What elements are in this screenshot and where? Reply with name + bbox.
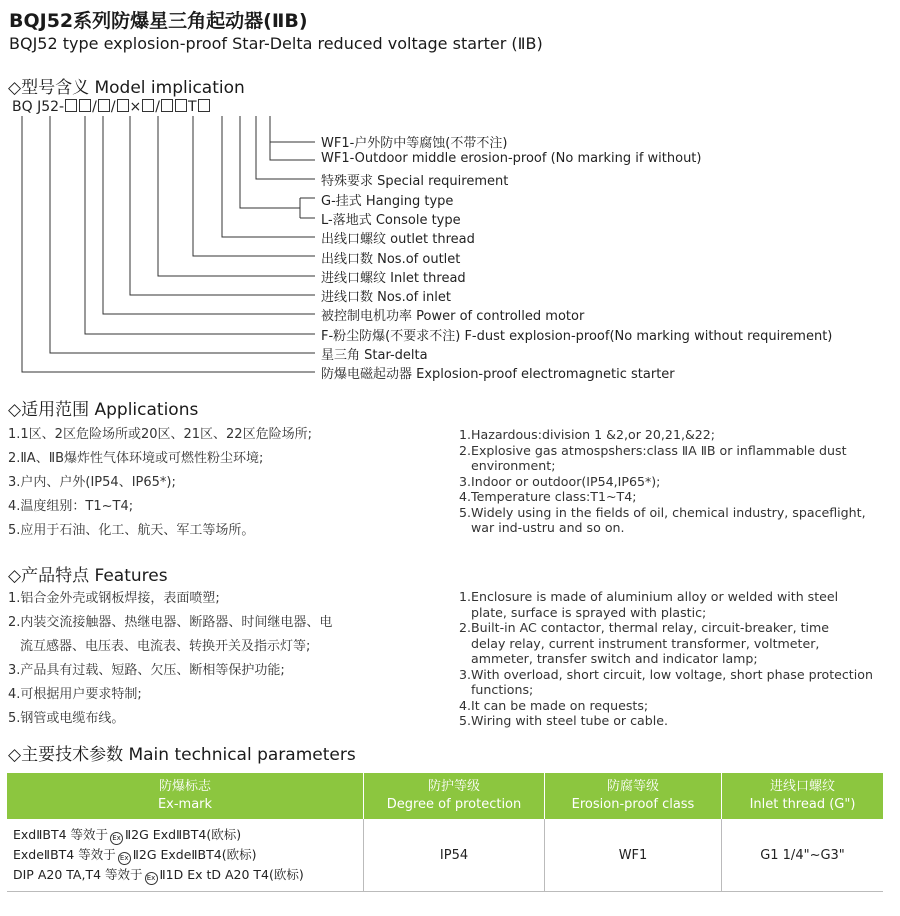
code-part-bq: BQ bbox=[12, 99, 33, 115]
model-line-inlet-thread: 进线口螺纹 Inlet thread bbox=[321, 271, 466, 286]
code-slash: / bbox=[92, 99, 97, 115]
model-line-inlet-nos: 进线口数 Nos.of inlet bbox=[321, 290, 451, 305]
list-item: 1.Hazardous:division 1 &2,or 20,21,&22; bbox=[459, 427, 716, 442]
model-line-power: 被控制电机功率 Power of controlled motor bbox=[321, 309, 585, 324]
list-item: 1.铝合金外壳或钢板焊接，表面喷塑; bbox=[8, 591, 220, 606]
ex-mark-line: DIP A20 TA,T4 等效于 Ex Ⅱ1D Ex tD A20 T4(欧标) bbox=[13, 865, 357, 885]
list-item: 1.1区、2区危险场所或20区、21区、22区危险场所; bbox=[8, 427, 312, 442]
ex-mark-line: ExdⅡBT4 等效于 Ex Ⅱ2G ExdⅡBT4(欧标) bbox=[13, 825, 357, 845]
table-row bbox=[7, 819, 883, 892]
section-heading-params: ◇主要技术参数 Main technical parameters bbox=[8, 745, 356, 765]
ex-symbol-icon: Ex bbox=[110, 832, 123, 845]
header-protection: 防护等级 Degree of protection bbox=[364, 773, 545, 819]
model-line-console: L-落地式 Console type bbox=[321, 213, 461, 228]
page-title: BQJ52系列防爆星三角起动器(ⅡB) bbox=[9, 10, 308, 32]
model-line-outlet-thread: 出线口螺纹 outlet thread bbox=[321, 232, 475, 247]
list-item: 2.内装交流接触器、热继电器、断路器、时间继电器、电 bbox=[8, 615, 333, 630]
list-item: 2.ⅡA、ⅡB爆炸性气体环境或可燃性粉尘环境; bbox=[8, 451, 264, 466]
list-item: 3.户内、户外(IP54、IP65*); bbox=[8, 475, 176, 490]
model-line-hanging: G-挂式 Hanging type bbox=[321, 194, 454, 209]
list-item: 3.产品具有过载、短路、欠压、断相等保护功能; bbox=[8, 663, 285, 678]
list-item: 5.Widely using in the fields of oil, chemical industry, spaceflight, bbox=[459, 504, 866, 520]
code-dash: - bbox=[59, 99, 65, 115]
list-item: 5.钢管或电缆布线。 bbox=[8, 711, 125, 726]
applications-en-list bbox=[459, 427, 866, 536]
list-item: 4.可根据用户要求特制; bbox=[8, 687, 142, 702]
model-line-dust: F-粉尘防爆(不要求不注) F-dust explosion-proof(No marking without requirement) bbox=[321, 329, 833, 344]
list-item: 3.Indoor or outdoor(IP54,IP65*); bbox=[459, 473, 661, 489]
list-item: 3.With overload, short circuit, low voltage, short phase protection bbox=[459, 666, 873, 682]
cell-ex-marks bbox=[7, 819, 364, 892]
section-heading-features: ◇产品特点 Features bbox=[8, 566, 168, 586]
ex-symbol-icon: Ex bbox=[145, 872, 158, 885]
model-line-wf1-cn: WF1-户外防中等腐蚀(不带不注) bbox=[321, 136, 508, 151]
list-item: ammeter, transfer switch and indicator lamp; bbox=[471, 651, 758, 666]
features-en-list bbox=[459, 589, 873, 729]
page-subtitle: BQJ52 type explosion-proof Star-Delta reduced voltage starter (ⅡB) bbox=[9, 34, 543, 53]
list-item: 1.Enclosure is made of aluminium alloy or welded with steel bbox=[459, 589, 839, 604]
section-heading-applications: ◇适用范围 Applications bbox=[8, 400, 199, 420]
list-item: 2.Built-in AC contactor, thermal relay, circuit-breaker, time bbox=[459, 620, 830, 635]
list-item: 5.Wiring with steel tube or cable. bbox=[459, 713, 669, 728]
list-item: 5.应用于石油、化工、航天、军工等场所。 bbox=[8, 523, 255, 538]
list-item: 2.Explosive gas atmospshers:class ⅡA ⅡB or inflammable dust bbox=[459, 442, 847, 458]
list-item: 流互感器、电压表、电流表、转换开关及指示灯等; bbox=[20, 639, 311, 654]
section-heading-model: ◇型号含义 Model implication bbox=[8, 78, 245, 98]
header-ex-mark: 防爆标志 Ex-mark bbox=[7, 773, 364, 819]
list-item: environment; bbox=[471, 458, 556, 473]
code-times: × bbox=[129, 99, 142, 115]
applications-cn-list bbox=[8, 423, 312, 543]
header-inlet-thread: 进线口螺纹 Inlet thread (G") bbox=[722, 773, 884, 819]
list-item: plate, surface is sprayed with plastic; bbox=[471, 604, 707, 620]
list-item: 4.温度组别：T1~T4; bbox=[8, 499, 134, 514]
list-item: 4.Temperature class:T1~T4; bbox=[459, 489, 637, 504]
params-table bbox=[7, 773, 883, 892]
model-line-outlet-nos: 出线口数 Nos.of outlet bbox=[321, 252, 461, 267]
list-item: 4.It can be made on requests; bbox=[459, 697, 649, 713]
code-slash: / bbox=[155, 99, 160, 115]
code-slash: / bbox=[110, 99, 116, 115]
ex-symbol-icon: Ex bbox=[118, 852, 131, 865]
list-item: functions; bbox=[471, 682, 534, 697]
list-item: delay relay, current instrument transformer, voltmeter, bbox=[471, 635, 820, 651]
model-line-star-delta: 星三角 Star-delta bbox=[321, 348, 428, 363]
code-t: T bbox=[187, 99, 197, 115]
features-cn-list bbox=[8, 587, 332, 731]
header-erosion: 防腐等级 Erosion-proof class bbox=[545, 773, 722, 819]
cell-thread: G1 1/4"~G3" bbox=[722, 819, 884, 892]
ex-mark-line: ExdeⅡBT4 等效于 Ex Ⅱ2G ExdeⅡBT4(欧标) bbox=[13, 845, 357, 865]
cell-protection: IP54 bbox=[364, 819, 545, 892]
list-item: war ind-ustru and so on. bbox=[471, 520, 625, 535]
model-line-starter: 防爆电磁起动器 Explosion-proof electromagnetic starter bbox=[321, 367, 675, 382]
cell-erosion: WF1 bbox=[545, 819, 722, 892]
model-line-wf1-en: WF1-Outdoor middle erosion-proof (No marking if without) bbox=[321, 151, 702, 166]
table-header-row bbox=[7, 773, 883, 819]
code-part-j52: J52 bbox=[37, 99, 60, 115]
model-line-special: 特殊要求 Special requirement bbox=[321, 174, 509, 189]
